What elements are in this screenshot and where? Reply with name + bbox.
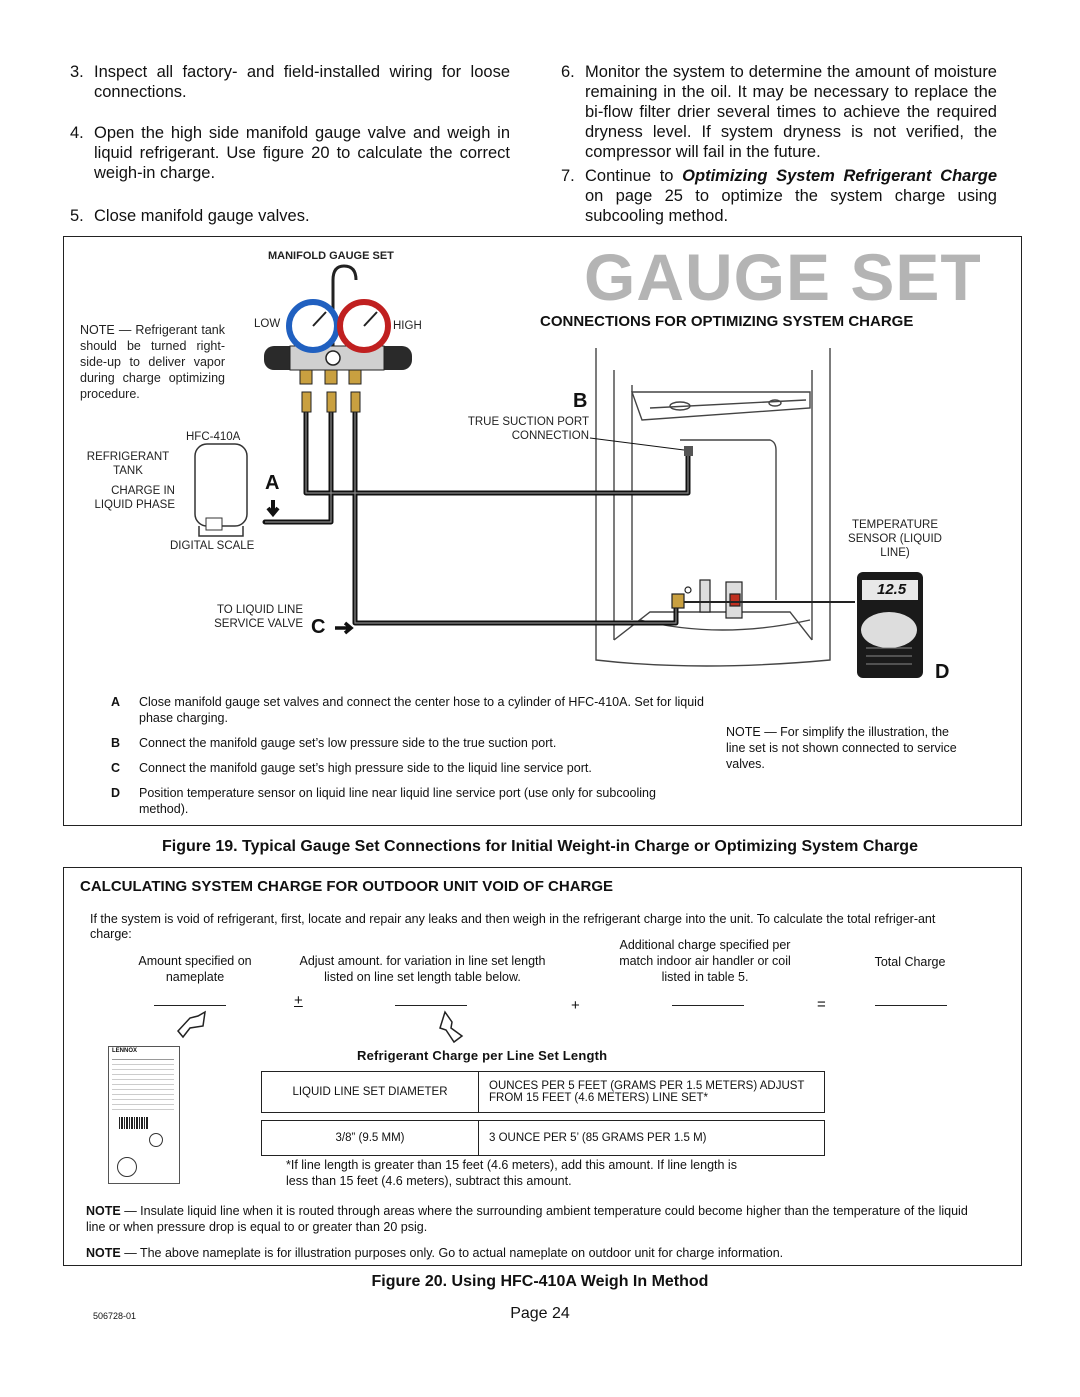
operator-plus-1: + <box>294 992 303 1009</box>
table-header-diameter: LIQUID LINE SET DIAMETER <box>262 1072 479 1113</box>
col-additional-charge: Additional charge specified per match indoor air handler or coil listed in table 5. <box>619 938 791 984</box>
letter-b: B <box>573 390 588 412</box>
letter-d: D <box>935 661 950 683</box>
letter-a: A <box>265 472 280 494</box>
operator-equals: = <box>817 996 826 1013</box>
step-6: 6. Monitor the system to determine the amount of moisture remaining in the oil. It may be necessary to replace the bi-flow filter drier several times to achieve the required dryness level. If system dryness is not verified, the compressor will fail in the future. <box>561 63 997 161</box>
refrigerant-tank-label: REFRIGERANT TANK <box>86 451 170 477</box>
table-footnote: *If line length is greater than 15 feet (4.6 meters), add this amount. If line length is less than 15 feet (4.6 meters), subtract this amount. <box>286 1158 737 1188</box>
table-row <box>262 1121 825 1156</box>
table-cell-ounces: 3 OUNCE PER 5’ (85 GRAMS PER 1.5 M) <box>479 1121 825 1156</box>
figure-19-subtitle: CONNECTIONS FOR OPTIMIZING SYSTEM CHARGE <box>540 313 914 330</box>
nameplate-seal <box>117 1157 137 1177</box>
temperature-sensor-label: TEMPERATURE SENSOR (LIQUID LINE) <box>848 519 942 559</box>
digital-scale-label: DIGITAL SCALE <box>170 540 255 552</box>
nameplate-ul-mark <box>149 1133 163 1147</box>
note-nameplate: NOTE — The above nameplate is for illustration purposes only. Go to actual nameplate on outdoor unit for charge information. <box>86 1246 784 1260</box>
figure-20-caption: Figure 20. Using HFC-410A Weigh In Method <box>371 1273 709 1290</box>
nameplate-brand: LENNOX <box>112 1048 138 1054</box>
gauge-set-banner: GAUGE SET <box>584 240 982 314</box>
legend-d: D Position temperature sensor on liquid line near liquid line service port (use only for subcooling method). <box>111 786 656 816</box>
step-4: 4. Open the high side manifold gauge valve and weigh in liquid refrigerant. Use figure 20 to calculate the correct weigh-in charge. <box>70 124 510 182</box>
sensor-display-reading: 12.5 <box>877 581 907 598</box>
arrow-to-nameplate-icon <box>178 1012 205 1037</box>
table-header-row <box>262 1072 825 1113</box>
nameplate-illustration <box>108 1046 180 1184</box>
page-number: Page 24 <box>510 1305 570 1322</box>
note-insulate: NOTE — Insulate liquid line when it is routed through areas where the surrounding ambient temperature could become higher than the temperature of the liquid line or when pressure drop is equal to or greater than 20 psig. <box>86 1204 968 1234</box>
legend-b: B Connect the manifold gauge set’s low pressure side to the true suction port. <box>111 736 557 750</box>
step-5: 5. Close manifold gauge valves. <box>70 207 310 225</box>
figure-20-title: CALCULATING SYSTEM CHARGE FOR OUTDOOR UNIT VOID OF CHARGE <box>80 878 614 895</box>
col-total-charge: Total Charge <box>874 955 946 969</box>
true-suction-label: TRUE SUCTION PORT CONNECTION <box>467 416 589 442</box>
step-3: 3. Inspect all factory- and field-installed wiring for loose connections. <box>70 63 510 101</box>
letter-c: C <box>311 616 326 638</box>
col-amount-nameplate: Amount specified on nameplate <box>138 954 252 984</box>
charge-in-label: CHARGE IN LIQUID PHASE <box>94 485 175 511</box>
figure-19-caption: Figure 19. Typical Gauge Set Connections for Initial Weight-in Charge or Optimizing System Charge <box>162 838 918 855</box>
col-adjust-amount: Adjust amount. for variation in line set length listed on line set length table below. <box>299 954 546 984</box>
arrow-to-table-icon <box>440 1012 462 1042</box>
line-set-table <box>261 1071 825 1156</box>
note-refrigerant-tank: NOTE — Refrigerant tank should be turned right-side-up to deliver vapor during charge optimizing procedure. <box>80 323 225 401</box>
high-label: HIGH <box>393 320 422 332</box>
low-label: LOW <box>254 318 281 330</box>
legend-c: C Connect the manifold gauge set’s high pressure side to the liquid line service port. <box>111 761 592 775</box>
nameplate-data-lines <box>112 1059 174 1110</box>
table-header-ounces: OUNCES PER 5 FEET (GRAMS PER 1.5 METERS) ADJUST FROM 15 FEET (4.6 METERS) LINE SET* <box>479 1072 825 1113</box>
to-liquid-label: TO LIQUID LINE SERVICE VALVE <box>214 604 303 630</box>
document-number: 506728-01 <box>93 1311 137 1321</box>
step-7-emphasis: Optimizing System Refrigerant Charge <box>682 167 998 185</box>
figure-20-intro: If the system is void of refrigerant, first, locate and repair any leaks and then weigh in the refrigerant charge into the unit. To calculate the total refriger-ant charge: <box>90 912 936 941</box>
operator-plus-2: + <box>571 997 580 1014</box>
note-illustration: NOTE — For simplify the illustration, the line set is not shown connected to service valves. <box>726 725 957 771</box>
legend-a: A Close manifold gauge set valves and connect the center hose to a cylinder of HFC-410A. Set for liquid phase charging. <box>111 695 704 725</box>
line-set-table-title: Refrigerant Charge per Line Set Length <box>357 1048 608 1063</box>
manifold-gauge-set-title: MANIFOLD GAUGE SET <box>268 250 394 262</box>
nameplate-barcode <box>119 1117 149 1129</box>
table-cell-diameter: 3/8” (9.5 MM) <box>262 1121 479 1156</box>
hfc-label: HFC-410A <box>186 431 241 443</box>
step-7: 7. Continue to Optimizing System Refrigerant Charge on page 25 to optimize the system charge using subcooling method. <box>561 167 998 225</box>
